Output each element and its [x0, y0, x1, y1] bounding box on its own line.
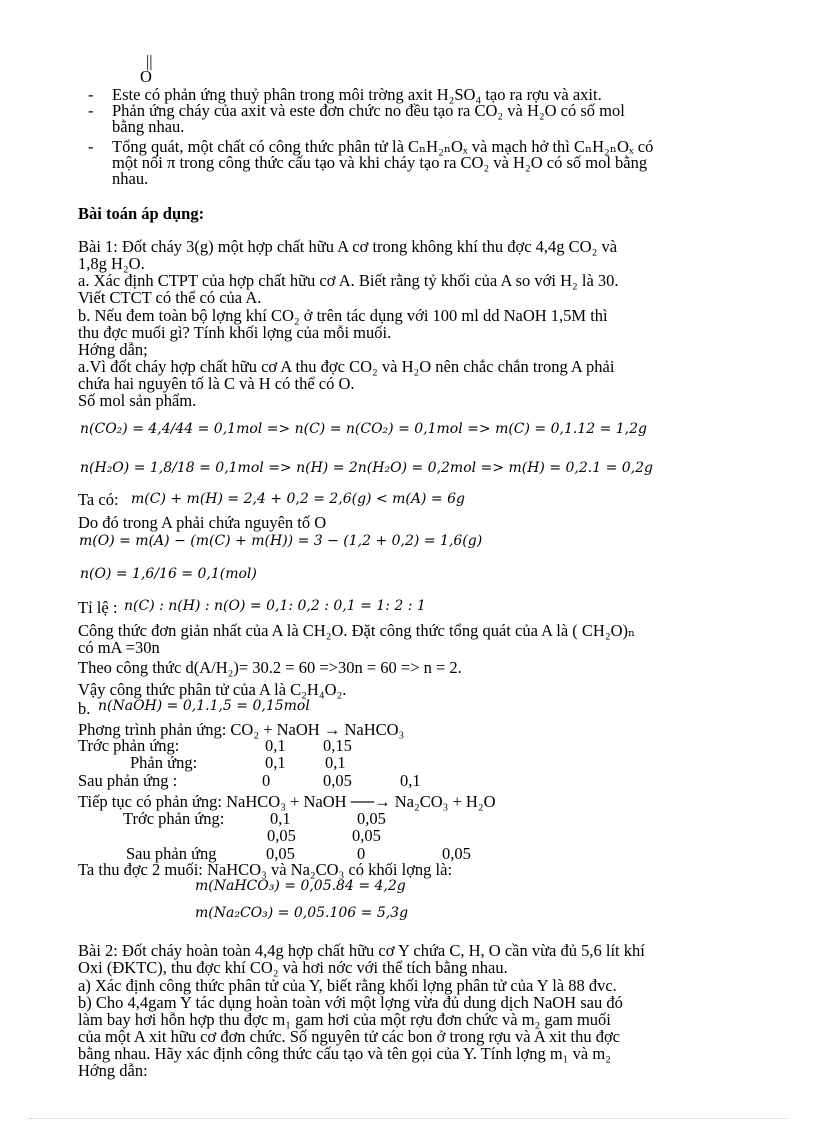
table-cell: 0,05: [357, 809, 386, 828]
solution-text: Số mol sản phẩm.: [78, 391, 197, 410]
table-cell: 0: [262, 771, 271, 790]
solution-text: có mA =30n: [78, 638, 160, 657]
reaction-equation: Phơng trình phản ứng: CO₂ + NaOH → NaHCO₃: [78, 720, 405, 739]
section-heading: Bài toán áp dụng:: [78, 204, 205, 223]
table-cell: 0,1: [325, 753, 346, 772]
problem-text: bằng nhau. Hãy xác định công thức cấu tạo và tên gọi của Y. Tính lợng m₁ và m₂: [78, 1044, 611, 1063]
bullet-dash: -: [88, 137, 94, 156]
bullet-text: bằng nhau.: [112, 117, 185, 136]
formula-mass-o: m(O) = m(A) − (m(C) + m(H)) = 3 − (1,2 + 0,2) = 1,6(g): [79, 533, 483, 549]
solution-text: Tỉ lệ :: [78, 598, 118, 617]
problem-text: thu đợc muối gì? Tính khối lợng của mỗi muối.: [78, 323, 392, 342]
table-cell: 0,05: [352, 826, 381, 845]
oxygen-atom-label: O: [140, 67, 152, 86]
bullet-dash: -: [88, 101, 94, 120]
bullet-text: Tổng quát, một chất có công thức phân tử là CₙH₂ₙOₓ và mạch hở thì CₙH₂ₙOₓ có: [112, 137, 654, 156]
bullet-text: Este có phản ứng thuỷ phân trong môi trờng axit H₂SO₄ tạo ra rợu và axit.: [112, 85, 602, 104]
formula-mol-o: n(O) = 1,6/16 = 0,1(mol): [80, 566, 257, 582]
problem-text: b) Cho 4,4gam Y tác dụng hoàn toàn với một lợng vừa đủ dung dịch NaOH sau đó: [78, 993, 623, 1012]
problem-text: Bài 2: Đốt cháy hoàn toàn 4,4g hợp chất hữu cơ Y chứa C, H, O cần vừa đủ 5,6 lít khí: [78, 941, 645, 960]
formula-mass-sum: m(C) + m(H) = 2,4 + 0,2 = 2,6(g) < m(A) = 6g: [131, 491, 465, 507]
formula-mass-nahco3: m(NaHCO₃) = 0,05.84 = 4,2g: [195, 878, 406, 894]
table-cell: 0,05: [442, 844, 471, 863]
solution-text: Công thức đơn giản nhất của A là CH₂O. Đặt công thức tổng quát của A là ( CH₂O)ₙ: [78, 621, 636, 640]
guide-label: Hớng dẫn;: [78, 340, 148, 359]
solution-text: b.: [78, 699, 91, 718]
problem-text: của một A xit hữu cơ đơn chức. Số nguyên tử các bon ở trong rợu và A xit thu đợc: [78, 1027, 621, 1046]
formula-mol-naoh: n(NaOH) = 0,1.1,5 = 0,15mol: [98, 698, 310, 714]
table-cell: Trớc phản ứng:: [123, 809, 225, 828]
table-cell: 0,05: [266, 844, 295, 863]
problem-text: a) Xác định công thức phân tử của Y, biết rằng khối lợng phân tử của Y là 88 đvc.: [78, 976, 617, 995]
problem-text: b. Nếu đem toàn bộ lợng khí CO₂ ở trên tác dụng với 100 ml dd NaOH 1,5M thì: [78, 306, 608, 325]
table-cell: 0,05: [267, 826, 296, 845]
table-cell: 0,1: [270, 809, 291, 828]
table-cell: Sau phản ứng: [126, 844, 217, 863]
solution-text: Ta thu đợc 2 muối: NaHCO₃ và Na₂CO₃ có khối lợng là:: [78, 860, 453, 879]
reaction-equation: Tiếp tục có phản ứng: NaHCO₃ + NaOH ──→ Na₂CO₃ + H₂O: [78, 792, 496, 811]
table-cell: 0: [357, 844, 366, 863]
double-bond-mark: ||: [146, 52, 153, 71]
bullet-text: Phản ứng cháy của axit và este đơn chức no đều tạo ra CO₂ và H₂O có số mol: [112, 101, 625, 120]
solution-text: Ta có:: [78, 490, 119, 509]
table-cell: Sau phản ứng :: [78, 771, 178, 790]
table-cell: 0,15: [323, 736, 352, 755]
problem-text: Viết CTCT có thể có của A.: [78, 288, 262, 307]
solution-text: Theo công thức d(A/H₂)= 30.2 = 60 =>30n = 60 => n = 2.: [78, 658, 462, 677]
problem-text: Bài 1: Đốt cháy 3(g) một hợp chất hữu A cơ trong không khí thu đợc 4,4g CO₂ và: [78, 237, 618, 256]
problem-text: làm bay hơi hỗn hợp thu đợc m₁ gam hơi của một rợu đơn chức và m₂ gam muối: [78, 1010, 611, 1029]
formula-mol-h2o: n(H₂O) = 1,8/18 = 0,1mol => n(H) = 2n(H₂O) = 0,2mol => m(H) = 0,2.1 = 0,2g: [80, 460, 653, 476]
problem-text: Oxi (ĐKTC), thu đợc khí CO₂ và hơi nớc với thể tích bằng nhau.: [78, 958, 508, 977]
solution-text: chứa hai nguyên tố là C và H có thể có O.: [78, 374, 355, 393]
bullet-text: nhau.: [112, 169, 149, 188]
solution-text: a.Vì đốt cháy hợp chất hữu cơ A thu đợc CO₂ và H₂O nên chắc chắn trong A phải: [78, 357, 615, 376]
solution-text: Do đó trong A phải chứa nguyên tố O: [78, 513, 327, 532]
formula-mass-na2co3: m(Na₂CO₃) = 0,05.106 = 5,3g: [195, 905, 409, 921]
problem-text: 1,8g H₂O.: [78, 254, 145, 273]
guide-label: Hớng dẫn:: [78, 1061, 148, 1080]
table-cell: 0,1: [400, 771, 421, 790]
bullet-dash: -: [88, 85, 94, 104]
problem-text: a. Xác định CTPT của hợp chất hữu cơ A. Biết rằng tỷ khối của A so với H₂ là 30.: [78, 271, 619, 290]
solution-text: Vậy công thức phân tử của A là C₂H₄O₂.: [78, 680, 347, 699]
table-cell: Trớc phản ứng:: [78, 736, 180, 755]
table-cell: 0,05: [323, 771, 352, 790]
table-cell: Phản ứng:: [130, 753, 198, 772]
formula-ratio: n(C) : n(H) : n(O) = 0,1: 0,2 : 0,1 = 1: 2 : 1: [124, 598, 426, 614]
table-cell: 0,1: [265, 753, 286, 772]
formula-mol-co2: n(CO₂) = 4,4/44 = 0,1mol => n(C) = n(CO₂) = 0,1mol => m(C) = 0,1.12 = 1,2g: [80, 421, 647, 437]
table-cell: 0,1: [265, 736, 286, 755]
bullet-text: một nối π trong công thức cấu tạo và khi cháy tạo ra CO₂ và H₂O có số mol bằng: [112, 153, 648, 172]
page-bottom-rule: [28, 1118, 788, 1119]
